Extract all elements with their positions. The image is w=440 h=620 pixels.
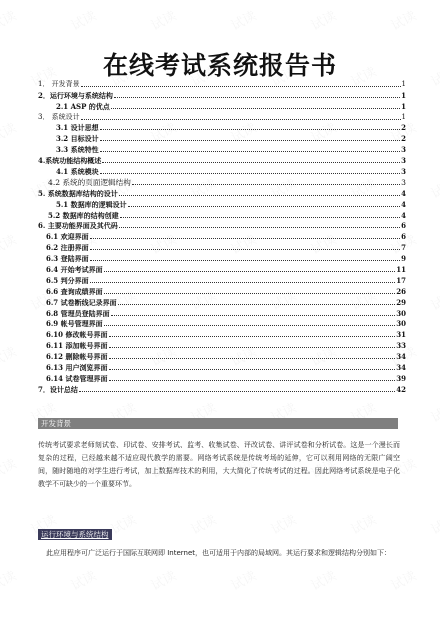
toc-entry-page: 3 <box>401 156 406 166</box>
toc-entry-label: 6.5 判分界面 <box>46 275 89 285</box>
toc-entry-page: 30 <box>396 319 406 329</box>
watermark-text <box>0 341 19 370</box>
toc-entry-label: 6.7 试卷断线记录界面 <box>46 297 117 307</box>
watermark-text <box>67 565 99 594</box>
toc-entry-label: 4.系统功能结构概述 <box>38 156 102 166</box>
toc-leader-dots <box>109 360 396 370</box>
toc-entry-label: 6.1 欢迎界面 <box>46 232 89 242</box>
toc-entry-page: 26 <box>396 286 406 296</box>
watermark-text <box>147 565 179 594</box>
toc-leader-dots <box>111 306 396 316</box>
toc-entry-label: 2．运行环境与系统结构 <box>38 90 113 100</box>
watermark-text <box>0 453 19 482</box>
watermark-text <box>427 397 440 426</box>
toc-entry-page: 6 <box>401 221 406 231</box>
toc-leader-dots <box>100 142 401 152</box>
toc-entry-label: 7．设计总结 <box>38 384 78 394</box>
toc-entry-page: 2 <box>401 134 406 144</box>
toc-entry-page: 4 <box>401 210 406 220</box>
watermark-text <box>427 285 440 314</box>
toc-entry-label: 6.12 删除帐号界面 <box>46 352 108 362</box>
toc-entry-label: 6.9 帐号管理界面 <box>46 319 103 329</box>
section-body-background: 传统考试要求老师刻试卷、印试卷、安排考试、监考、收集试卷、评改试卷、讲评试卷和分析试卷。这是一个漫长而复杂的过程，已经越来越不适应现代教学的需要。网络考试系统是传统考场的延伸，它可以利用网络的无限广阔空间，随时随地的对学生进行考试，加上数据库技术的利用，大大简化了传统考试的过程。因此网络考试系统是电子化教学不可缺少的一个重要环节。 <box>38 441 400 488</box>
toc-entry-label: 5.2 数据库的结构创建 <box>48 210 119 220</box>
watermark-text <box>227 565 259 594</box>
watermark-text <box>387 5 419 34</box>
watermark-text <box>0 565 19 594</box>
section-heading-background: 开发背景 <box>38 418 398 429</box>
toc-leader-dots <box>104 262 396 272</box>
toc-leader-dots <box>128 197 401 207</box>
toc-entry-page: 31 <box>396 330 406 340</box>
watermark-text <box>187 509 219 538</box>
watermark-text <box>147 5 179 34</box>
watermark-text <box>387 565 419 594</box>
toc-entry-page: 1 <box>401 112 406 121</box>
toc-leader-dots <box>109 349 396 359</box>
toc-entry-label: 3.1 设计思想 <box>56 123 99 133</box>
watermark-text <box>0 117 19 146</box>
toc-entry-label: 6. 主要功能界面及其代码 <box>38 221 118 231</box>
toc-entry-page: 1 <box>401 90 406 100</box>
toc-entry-label: 6.13 用户浏览界面 <box>46 363 108 373</box>
toc-leader-dots <box>81 110 401 120</box>
watermark-text <box>307 5 339 34</box>
toc-entry-label: 6.8 管理员登陆界面 <box>46 308 110 318</box>
toc-entry-label: 6.3 登陆界面 <box>46 254 89 264</box>
toc-entry-label: 5. 系统数据库结构的设计 <box>38 188 118 198</box>
toc-entry-label: 6.14 试卷管理界面 <box>46 373 108 383</box>
toc-entry-label: 3． 系统设计 <box>38 112 80 121</box>
section-body-environment: 此应用程序可广泛运行于国际互联网即 Internet，也可适用于内部的局域网。其运行要求和逻辑结构分别如下： <box>46 549 392 557</box>
toc-entry-page: 34 <box>396 352 406 362</box>
watermark-text <box>427 173 440 202</box>
toc-entry-page: 29 <box>396 297 406 307</box>
toc-entry-page: 34 <box>396 363 406 373</box>
toc-leader-dots <box>118 295 396 305</box>
watermark-text <box>427 509 440 538</box>
toc-leader-dots <box>81 77 401 87</box>
toc-leader-dots <box>90 251 401 261</box>
toc-entry-label: 4.1 系统模块 <box>56 167 99 177</box>
toc-leader-dots <box>119 218 400 228</box>
toc-leader-dots <box>114 88 400 98</box>
toc-entry-label: 6.4 开始考试界面 <box>46 265 103 275</box>
toc-entry-label: 3.3 系统特性 <box>56 145 99 155</box>
toc-leader-dots <box>132 175 400 185</box>
toc-entry-page: 3 <box>401 167 406 177</box>
toc-entry-label: 4.2 系统的页面逻辑结构 <box>48 177 131 187</box>
toc-entry-label: 5.1 数据库的逻辑设计 <box>56 199 127 209</box>
toc-leader-dots <box>90 240 401 250</box>
watermark-text <box>227 5 259 34</box>
toc-leader-dots <box>120 208 401 218</box>
toc-entry-label: 1． 开发背景 <box>38 79 80 88</box>
toc-entry-page: 1 <box>401 79 406 88</box>
toc-entry-page: 4 <box>401 199 406 209</box>
toc-leader-dots <box>119 186 400 196</box>
toc-leader-dots <box>90 229 401 239</box>
section-heading-environment: 运行环境与系统结构 <box>38 529 112 540</box>
toc-leader-dots <box>111 99 400 109</box>
toc-entry-page: 3 <box>401 177 406 187</box>
toc-entry-page: 2 <box>401 123 406 133</box>
toc-leader-dots <box>109 327 396 337</box>
toc-entry-label: 6.11 添加帐号界面 <box>46 341 108 351</box>
watermark-text <box>347 509 379 538</box>
toc-entry-page: 30 <box>396 308 406 318</box>
toc-entry-page: 11 <box>396 265 406 275</box>
watermark-text <box>107 509 139 538</box>
toc-leader-dots <box>102 153 400 163</box>
toc-entry-label: 6.10 修改帐号界面 <box>46 330 108 340</box>
document-title: 在线考试系统报告书 <box>102 51 337 80</box>
toc-entry-page: 9 <box>401 254 406 264</box>
toc-leader-dots <box>109 338 396 348</box>
watermark-text <box>307 565 339 594</box>
toc-leader-dots <box>100 131 401 141</box>
toc-entry-page: 4 <box>401 188 406 198</box>
toc-entry-page: 17 <box>396 275 406 285</box>
toc-entry-page: 3 <box>401 145 406 155</box>
toc-entry-page: 42 <box>396 384 406 394</box>
toc-entry-label: 3.2 目标设计 <box>56 134 99 144</box>
watermark-text <box>67 5 99 34</box>
toc-entry-page: 6 <box>401 232 406 242</box>
toc-entry-page: 39 <box>396 373 406 383</box>
toc-leader-dots <box>79 382 395 392</box>
watermark-text <box>0 229 19 258</box>
toc-entry-label: 6.2 注册界面 <box>46 243 89 253</box>
toc-entry-page: 1 <box>401 101 406 111</box>
toc-leader-dots <box>100 120 401 130</box>
watermark-text <box>267 509 299 538</box>
table-of-contents <box>38 78 406 394</box>
toc-leader-dots <box>104 284 396 294</box>
toc-entry-label: 6.6 查询成绩界面 <box>46 286 103 296</box>
toc-leader-dots <box>109 371 396 381</box>
toc-leader-dots <box>104 316 396 326</box>
toc-entry-page: 7 <box>401 243 406 253</box>
toc-entry-page: 33 <box>396 341 406 351</box>
toc-leader-dots <box>100 164 401 174</box>
watermark-text <box>0 5 19 34</box>
toc-entry-label: 2.1 ASP 的优点 <box>56 101 110 111</box>
toc-entry[interactable] <box>38 383 406 394</box>
toc-leader-dots <box>90 273 396 283</box>
